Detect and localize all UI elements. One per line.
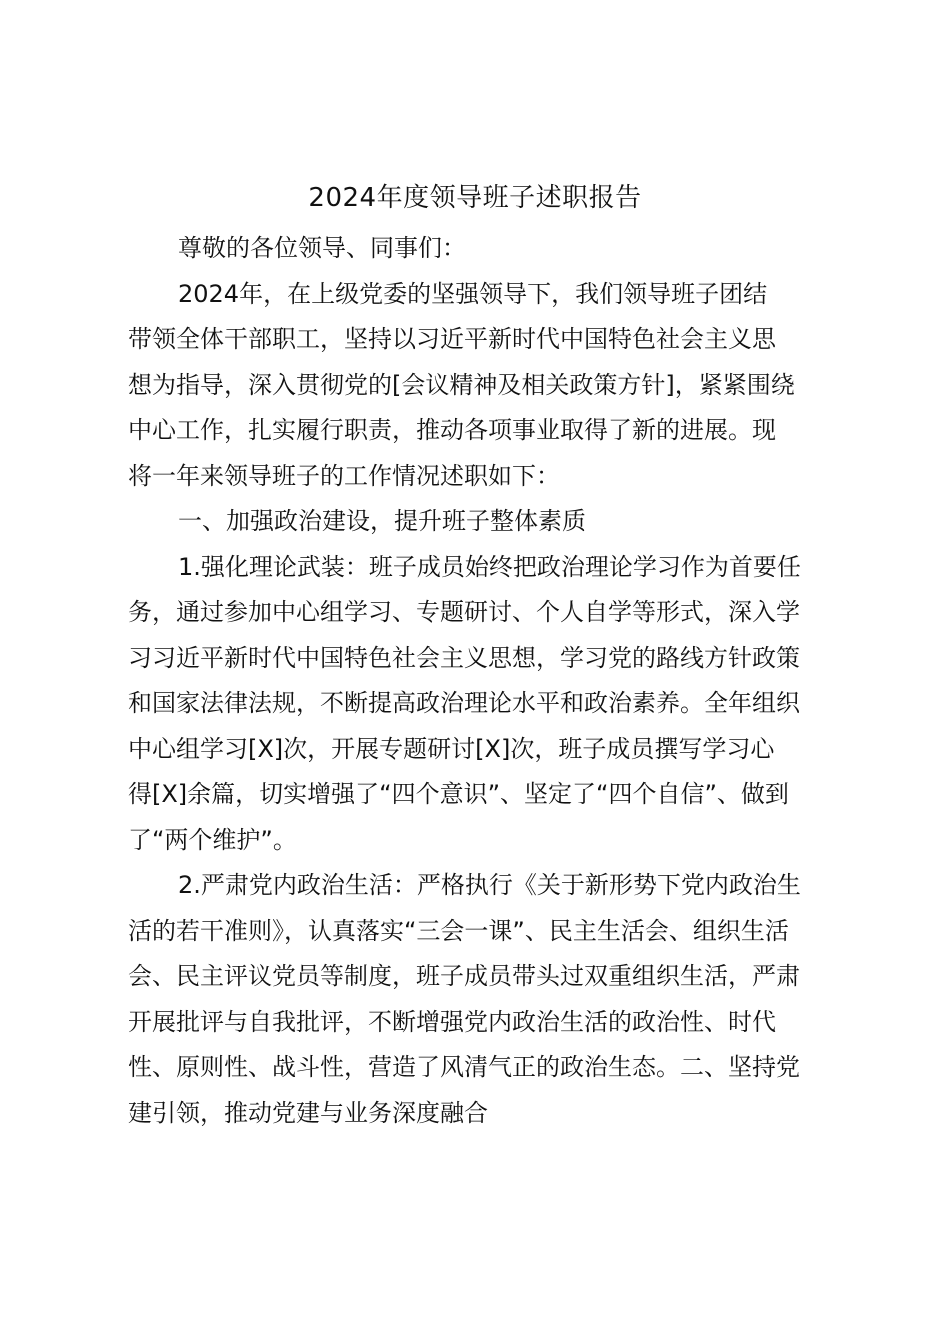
paragraph-line: 活的若干准则》，认真落实“三会一课”、民主生活会、组织生活 (128, 916, 789, 945)
paragraph-line: 习习近平新时代中国特色社会主义思想，学习党的路线方针政策 (128, 643, 800, 672)
salutation-line: 尊敬的各位领导、同事们： (178, 234, 466, 262)
paragraph-line: 2.严肃党内政治生活：严格执行《关于新形势下党内政治生 (178, 871, 801, 899)
section-heading: 一、加强政治建设，提升班子整体素质 (178, 507, 586, 535)
paragraph-line: 2024年，在上级党委的坚强领导下，我们领导班子团结 (178, 279, 768, 308)
paragraph-line: 开展批评与自我批评，不断增强党内政治生活的政治性、时代 (128, 1007, 776, 1036)
paragraph-line: 务，通过参加中心组学习、专题研讨、个人自学等形式，深入学 (128, 598, 800, 626)
paragraph-line: 1.强化理论武装：班子成员始终把政治理论学习作为首要任 (178, 552, 801, 581)
paragraph-line: 了“两个维护”。 (128, 825, 297, 854)
paragraph-line: 带领全体干部职工，坚持以习近平新时代中国特色社会主义思 (128, 325, 776, 353)
paragraph-line: 和国家法律法规，不断提高政治理论水平和政治素养。全年组织 (128, 689, 800, 717)
document-body (128, 226, 828, 1136)
paragraph-line: 将一年来领导班子的工作情况述职如下： (128, 461, 560, 490)
paragraph-line: 会、民主评议党员等制度，班子成员带头过双重组织生活，严肃 (128, 962, 800, 990)
paragraph-line: 性、原则性、战斗性，营造了风清气正的政治生态。二、坚持党 (128, 1053, 800, 1081)
paragraph-line: 建引领，推动党建与业务深度融合 (128, 1098, 488, 1127)
paragraph-line: 得[X]余篇，切实增强了“四个意识”、坚定了“四个自信”、做到 (128, 780, 789, 808)
paragraph-line: 中心组学习[X]次，开展专题研讨[X]次，班子成员撰写学习心 (128, 734, 775, 763)
paragraph-line: 想为指导，深入贯彻党的[会议精神及相关政策方针]，紧紧围绕 (128, 370, 795, 399)
document-title: 2024年度领导班子述职报告 (308, 183, 642, 213)
paragraph-line: 中心工作，扎实履行职责，推动各项事业取得了新的进展。现 (128, 416, 776, 444)
